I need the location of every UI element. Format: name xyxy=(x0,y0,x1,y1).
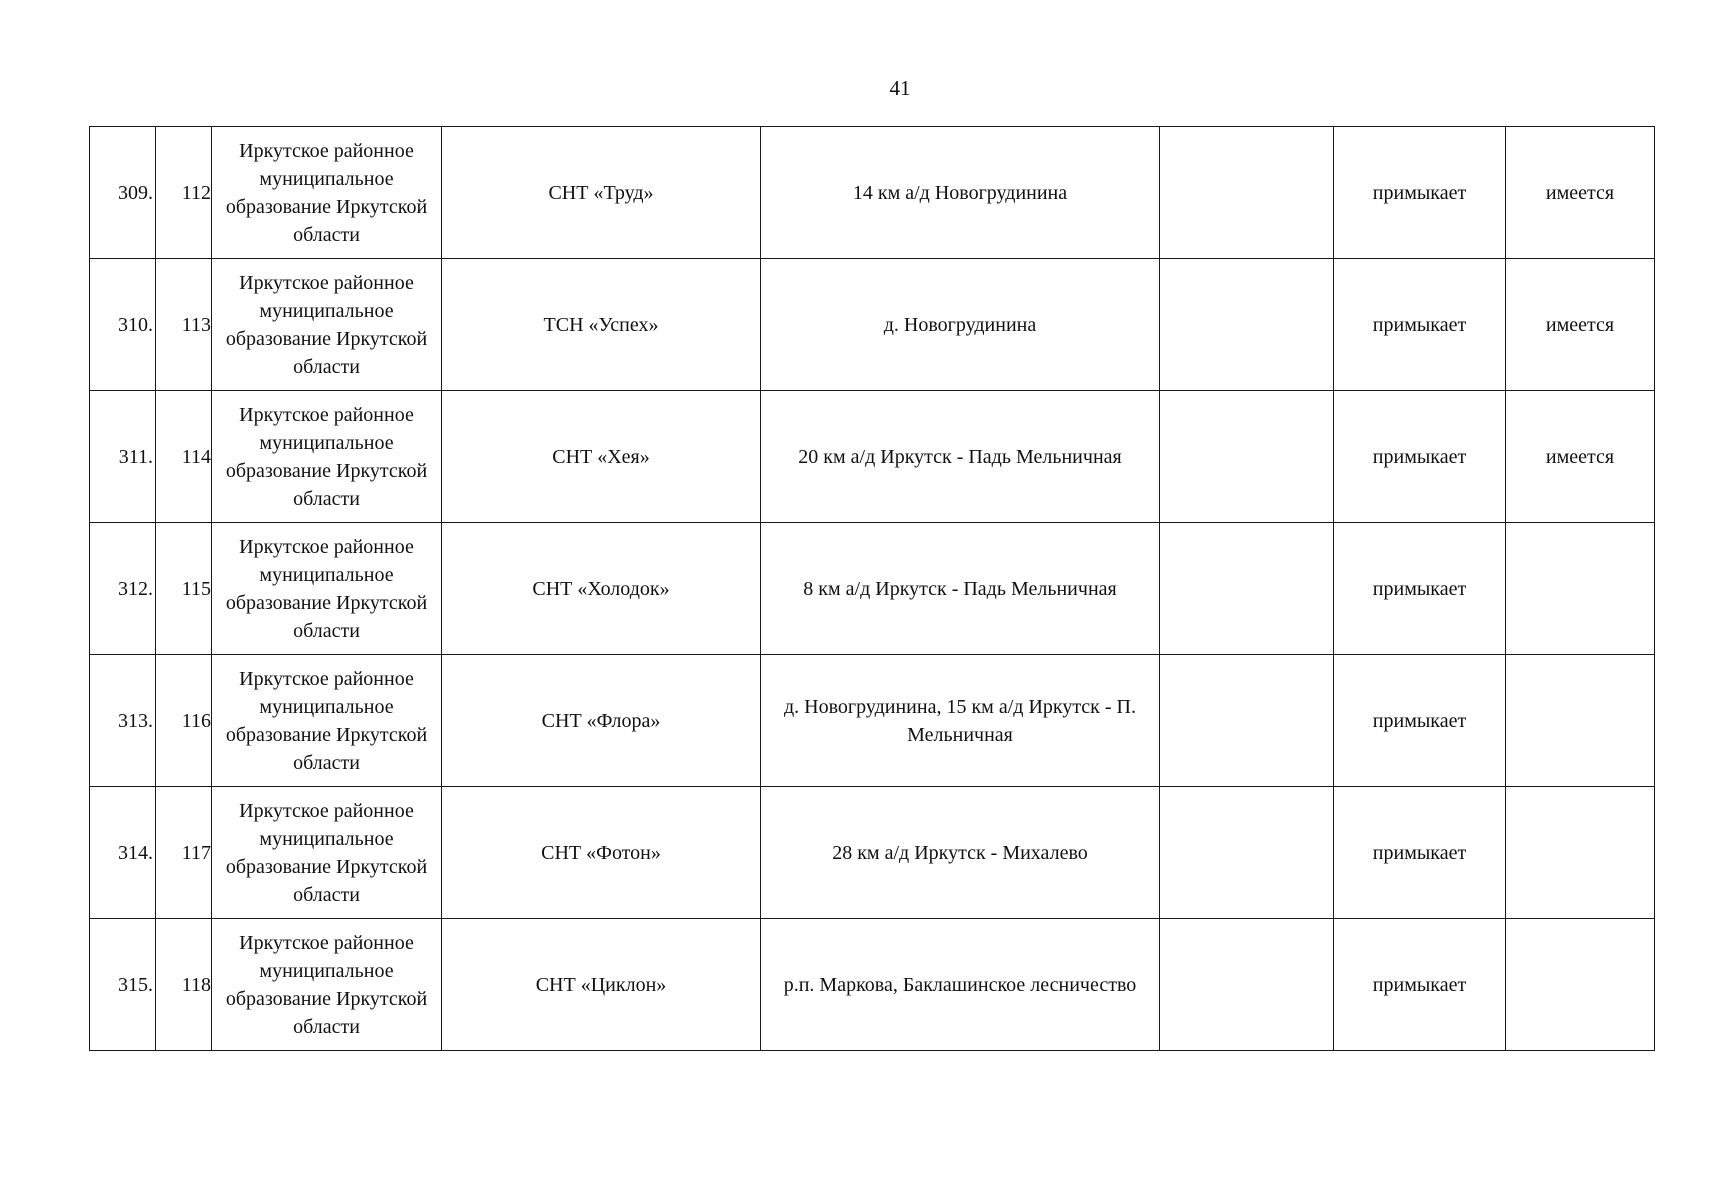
adjacency-cell: примыкает xyxy=(1334,523,1506,655)
row-number: 310. xyxy=(90,259,156,391)
location-cell: 20 км а/д Иркутск - Падь Мельничная xyxy=(761,391,1160,523)
name-cell: ТСН «Успех» xyxy=(442,259,761,391)
sub-number: 115 xyxy=(156,523,212,655)
name-cell: СНТ «Циклон» xyxy=(442,919,761,1051)
table-row xyxy=(90,127,1655,259)
location-cell: д. Новогрудинина xyxy=(761,259,1160,391)
extra-cell xyxy=(1160,787,1334,919)
name-cell: СНТ «Флора» xyxy=(442,655,761,787)
municipality-cell: Иркутское районное муниципальное образование Иркутской области xyxy=(212,523,442,655)
extra-cell xyxy=(1160,259,1334,391)
row-number: 315. xyxy=(90,919,156,1051)
availability-cell xyxy=(1506,919,1655,1051)
table-row xyxy=(90,655,1655,787)
location-cell: 8 км а/д Иркутск - Падь Мельничная xyxy=(761,523,1160,655)
extra-cell xyxy=(1160,655,1334,787)
row-number: 312. xyxy=(90,523,156,655)
extra-cell xyxy=(1160,523,1334,655)
extra-cell xyxy=(1160,127,1334,259)
municipality-cell: Иркутское районное муниципальное образование Иркутской области xyxy=(212,787,442,919)
page-number: 41 xyxy=(889,76,911,100)
municipality-cell: Иркутское районное муниципальное образование Иркутской области xyxy=(212,919,442,1051)
location-cell: р.п. Маркова, Баклашинское лесничество xyxy=(761,919,1160,1051)
adjacency-cell: примыкает xyxy=(1334,391,1506,523)
adjacency-cell: примыкает xyxy=(1334,787,1506,919)
availability-cell xyxy=(1506,523,1655,655)
adjacency-cell: примыкает xyxy=(1334,919,1506,1051)
adjacency-cell: примыкает xyxy=(1334,655,1506,787)
location-cell: 14 км а/д Новогрудинина xyxy=(761,127,1160,259)
row-number: 309. xyxy=(90,127,156,259)
sub-number: 116 xyxy=(156,655,212,787)
sub-number: 118 xyxy=(156,919,212,1051)
municipality-cell: Иркутское районное муниципальное образование Иркутской области xyxy=(212,127,442,259)
name-cell: СНТ «Холодок» xyxy=(442,523,761,655)
availability-cell xyxy=(1506,655,1655,787)
table-row xyxy=(90,787,1655,919)
row-number: 311. xyxy=(90,391,156,523)
table-row xyxy=(90,919,1655,1051)
availability-cell: имеется xyxy=(1506,127,1655,259)
name-cell: СНТ «Фотон» xyxy=(442,787,761,919)
table-row xyxy=(90,259,1655,391)
table-row xyxy=(90,391,1655,523)
sub-number: 117 xyxy=(156,787,212,919)
adjacency-cell: примыкает xyxy=(1334,259,1506,391)
name-cell: СНТ «Труд» xyxy=(442,127,761,259)
row-number: 314. xyxy=(90,787,156,919)
availability-cell xyxy=(1506,787,1655,919)
municipality-cell: Иркутское районное муниципальное образование Иркутской области xyxy=(212,259,442,391)
municipality-cell: Иркутское районное муниципальное образование Иркутской области xyxy=(212,391,442,523)
location-cell: д. Новогрудинина, 15 км а/д Иркутск - П. Мельничная xyxy=(761,655,1160,787)
municipality-cell: Иркутское районное муниципальное образование Иркутской области xyxy=(212,655,442,787)
sub-number: 112 xyxy=(156,127,212,259)
row-number: 313. xyxy=(90,655,156,787)
extra-cell xyxy=(1160,919,1334,1051)
sub-number: 114 xyxy=(156,391,212,523)
location-cell: 28 км а/д Иркутск - Михалево xyxy=(761,787,1160,919)
sub-number: 113 xyxy=(156,259,212,391)
registry-table xyxy=(89,126,1655,1051)
availability-cell: имеется xyxy=(1506,391,1655,523)
name-cell: СНТ «Хея» xyxy=(442,391,761,523)
table-row xyxy=(90,523,1655,655)
availability-cell: имеется xyxy=(1506,259,1655,391)
extra-cell xyxy=(1160,391,1334,523)
adjacency-cell: примыкает xyxy=(1334,127,1506,259)
